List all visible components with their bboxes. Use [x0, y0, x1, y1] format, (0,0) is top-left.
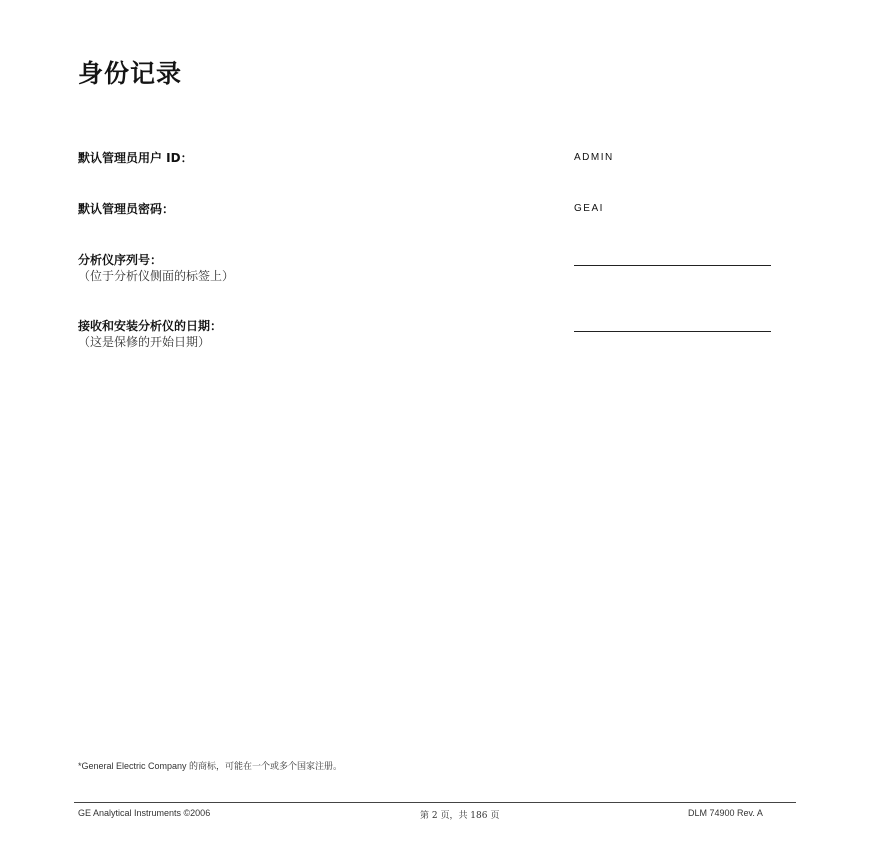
- record-note: （位于分析仪侧面的标签上）: [78, 269, 235, 283]
- record-value: GEAI: [574, 203, 604, 214]
- blank-fill-line: [574, 265, 771, 266]
- record-label: 分析仪序列号：: [78, 253, 163, 267]
- record-label: 接收和安装分析仪的日期：: [78, 319, 223, 333]
- footer-page-number: 第 2 页，共 186 页: [420, 811, 500, 821]
- footer-copyright: GE Analytical Instruments ©2006: [78, 808, 211, 818]
- record-value: ADMIN: [574, 152, 614, 163]
- record-label: 默认管理员用户 ID：: [78, 151, 193, 165]
- record-serial-number: [78, 252, 778, 284]
- record-label: 默认管理员密码：: [78, 202, 175, 216]
- record-note: （这是保修的开始日期）: [78, 335, 211, 349]
- trademark-notice: *General Electric Company 的商标，可能在一个或多个国家注册。: [78, 761, 343, 771]
- record-admin-password: [78, 201, 778, 217]
- record-install-date: [78, 318, 778, 350]
- blank-fill-line: [574, 331, 771, 332]
- footer-doc-id: DLM 74900 Rev. A: [688, 808, 763, 818]
- record-admin-user-id: [78, 150, 778, 166]
- footer-divider: [74, 802, 796, 803]
- page-title: 身份记录: [78, 59, 183, 88]
